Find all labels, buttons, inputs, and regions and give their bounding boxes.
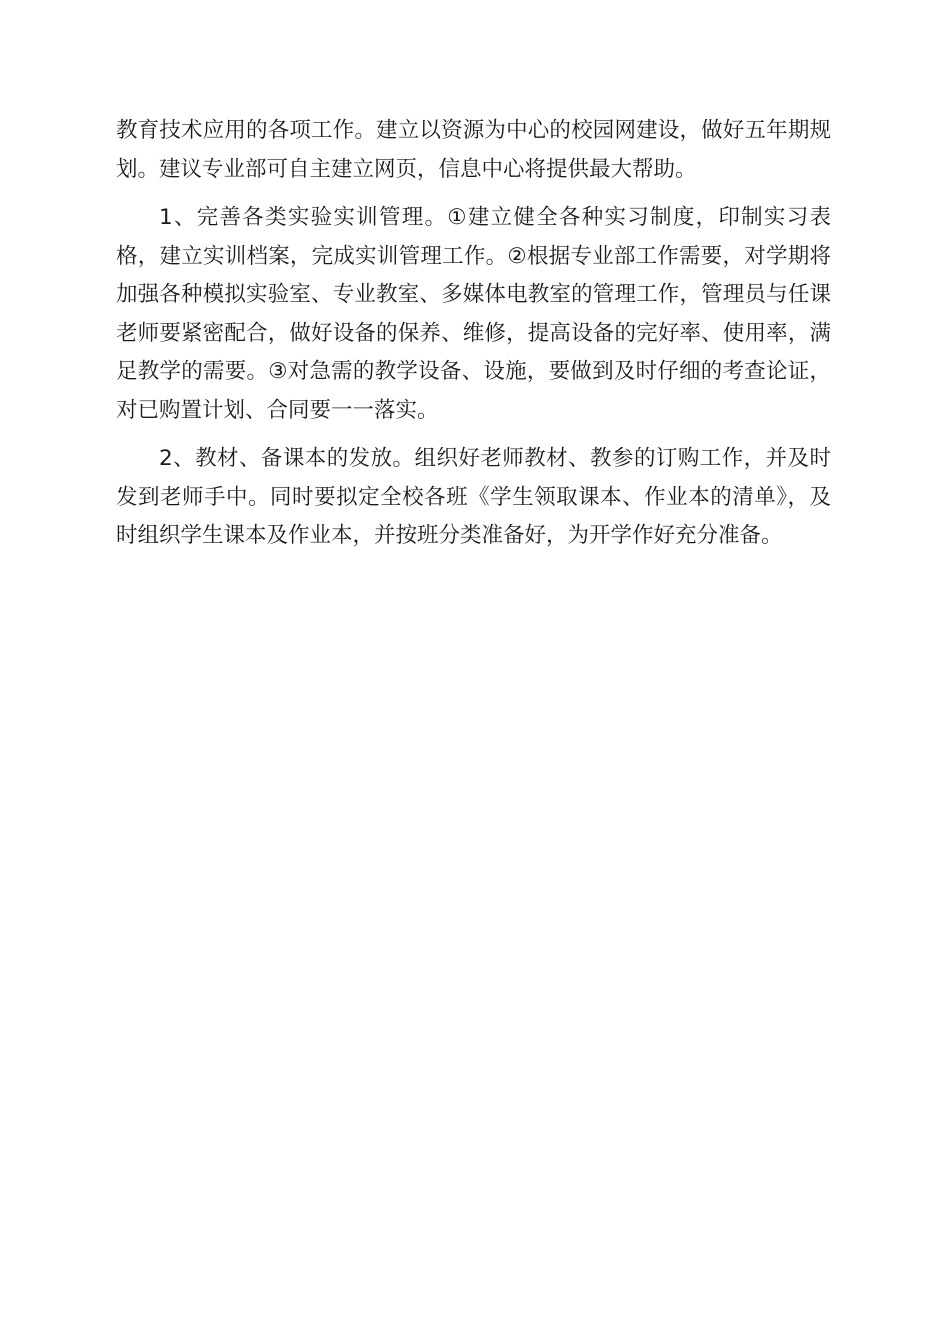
paragraph-lab-training-management: 1、完善各类实验实训管理。①建立健全各种实习制度，印制实习表格，建立实训档案，完成实训管理工作。②根据专业部工作需要，对学期将加强各种模拟实验室、专业教室、多媒体电教室的管理工作，管理员与任课老师要紧密配合，做好设备的保养、维修，提高设备的完好率、使用率，满足教学的需要。③对急需的教学设备、设施，要做到及时仔细的考查论证，对已购置计划、合同要一一落实。 bbox=[116, 205, 831, 423]
paragraph-textbook-distribution: 2、教材、备课本的发放。组织好老师教材、教参的订购工作，并及时发到老师手中。同时要拟定全校各班《学生领取课本、作业本的清单》，及时组织学生课本及作业本，并按班分类准备好，为开学作好充分准备。 bbox=[116, 446, 831, 548]
document-body bbox=[116, 112, 831, 566]
paragraph-continuation: 教育技术应用的各项工作。建立以资源为中心的校园网建设，做好五年期规划。建议专业部可自主建立网页，信息中心将提供最大帮助。 bbox=[116, 118, 831, 182]
